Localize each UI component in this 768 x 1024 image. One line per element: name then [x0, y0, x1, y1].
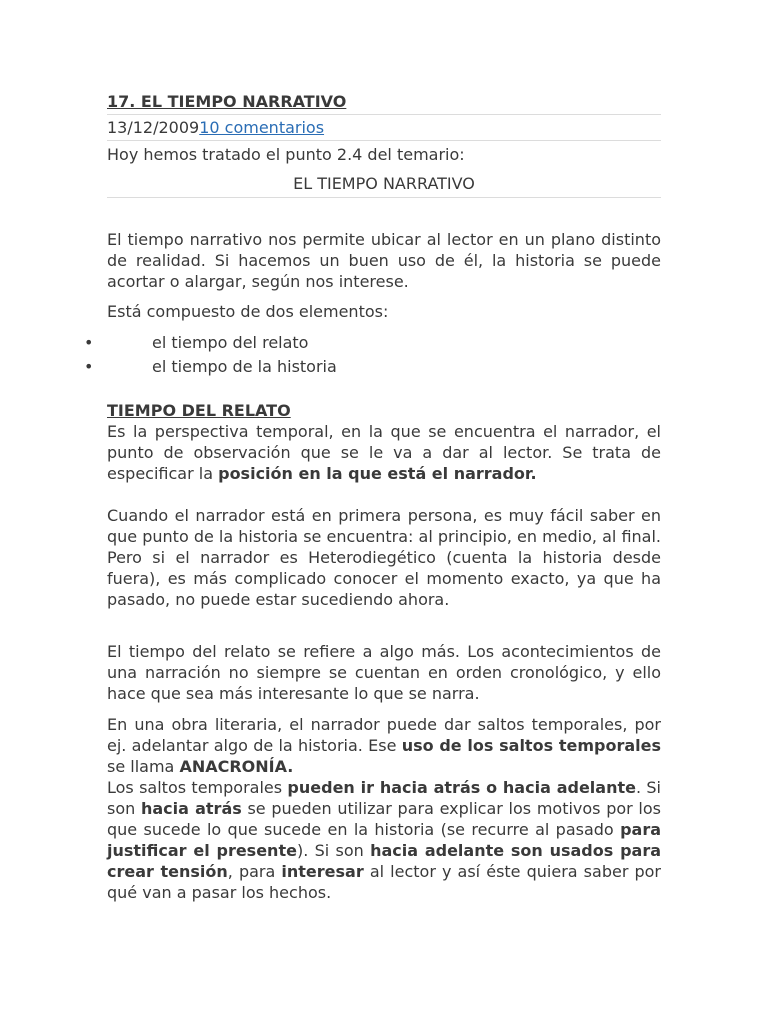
bullet-icon: • [84, 333, 94, 352]
section-paragraph-5: Los saltos temporales pueden ir hacia atrás o hacia adelante. Si son hacia atrás se pueden utilizar para explicar los motivos por los que sucede lo que sucede en la historia (se recurre al pasado para justificar el presente). Si son hacia adelante son usados para crear tensión, para interesar al lector y así éste quiera saber por qué van a pasar los hechos. [107, 778, 662, 902]
section-heading: TIEMPO DEL RELATO [107, 401, 291, 420]
list-item-text: el tiempo de la historia [152, 357, 337, 376]
paragraph-1: El tiempo narrativo nos permite ubicar al lector en un plano distinto de realidad. Si hacemos un buen uso de él, la historia se puede acortar o alargar, según nos interese. [107, 230, 661, 291]
section-paragraph-4: En una obra literaria, el narrador puede dar saltos temporales, por ej. adelantar algo de la historia. Ese uso de los saltos temporales se llama ANACRONÍA. [107, 715, 662, 776]
elements-list [84, 332, 661, 380]
list-item [84, 356, 661, 380]
meta-divider [107, 140, 661, 141]
post-date: 13/12/2009 [107, 118, 200, 137]
section-paragraph-2: Cuando el narrador está en primera persona, es muy fácil saber en que punto de la historia se encuentra: al principio, en medio, al final. Pero si el narrador es Heterodiegético (cuenta la historia desde fuera), es más complicado conocer el momento exacto, ya que ha pasado, no puede estar sucediendo ahora. [107, 506, 661, 609]
list-item [84, 332, 661, 356]
section-paragraph-3: El tiempo del relato se refiere a algo más. Los acontecimientos de una narración no siempre se cuentan en orden cronológico, y ello hace que sea más interesante lo que se narra. [107, 642, 661, 703]
list-item-text: el tiempo del relato [152, 333, 309, 352]
heading-divider [107, 197, 661, 198]
section-paragraph-1: Es la perspectiva temporal, en la que se encuentra el narrador, el punto de observación que se le va a dar al lector. Se trata de especificar la posición en la que está el narrador. [107, 422, 661, 483]
intro-text: Hoy hemos tratado el punto 2.4 del temario: [107, 145, 465, 164]
post-meta [107, 117, 324, 138]
post-title[interactable]: 17. EL TIEMPO NARRATIVO [107, 92, 347, 111]
bullet-icon: • [84, 357, 94, 376]
centered-heading: EL TIEMPO NARRATIVO [293, 174, 475, 193]
title-divider [107, 114, 661, 115]
paragraph-2: Está compuesto de dos elementos: [107, 302, 389, 321]
comments-link[interactable]: 10 comentarios [199, 118, 325, 137]
